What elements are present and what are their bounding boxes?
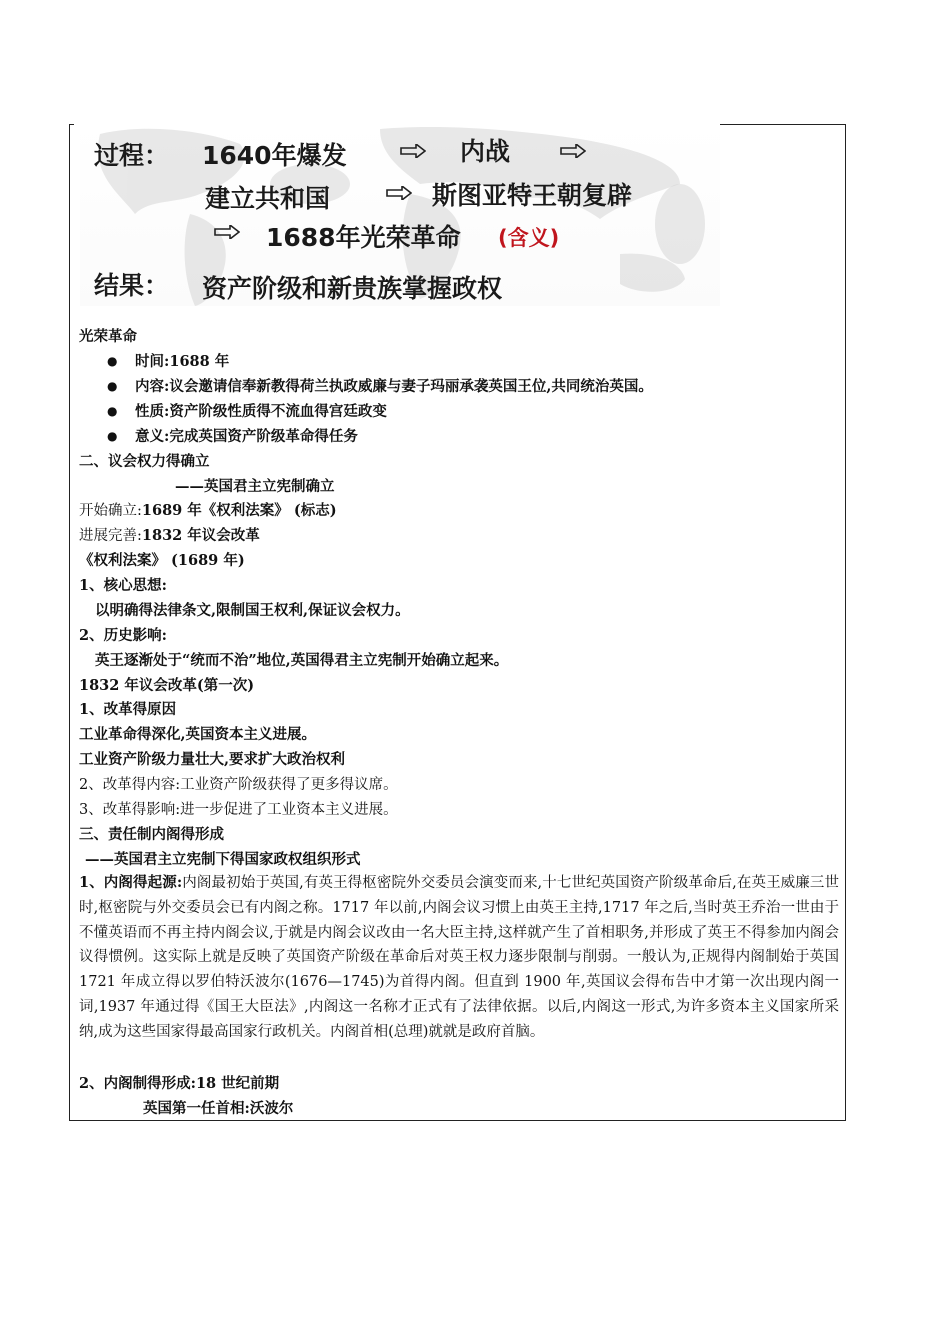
right-arrow-icon (214, 225, 240, 239)
bill-title: 《权利法案》 (1689 年) (79, 552, 245, 569)
section2-subheading: ——英国君主立宪制确立 (175, 478, 335, 495)
formation-line: 2、内阁制得形成:18 世纪前期 (79, 1075, 280, 1092)
list-item: 内容:议会邀请信奉新教得荷兰执政威廉与妻子玛丽承袭英国王位,共同统治英国。 (135, 378, 653, 395)
right-arrow-icon (400, 144, 426, 158)
reform-effect: 3、改革得影响:进一步促进了工业资本主义进展。 (79, 802, 398, 818)
section3-heading: 三、责任制内阁得形成 (79, 826, 224, 843)
result-text: 资产阶级和新贵族掌握政权 (202, 274, 503, 303)
result-label: 结果： (94, 271, 170, 300)
step-1640-outbreak: 1640年爆发 (202, 141, 347, 170)
bullet-icon: ● (107, 379, 118, 393)
reform-content: 2、改革得内容:工业资产阶级获得了更多得议席。 (79, 777, 398, 793)
reason-2: 工业资产阶级力量壮大,要求扩大政治权利 (79, 751, 346, 768)
step-civil-war: 内战 (460, 137, 511, 166)
list-item: 时间:1688 年 (135, 353, 230, 370)
bullet-icon: ● (107, 354, 118, 368)
step-glorious-revolution: 1688年光荣革命 (266, 223, 461, 252)
right-arrow-icon (386, 186, 412, 200)
bullet-icon: ● (107, 429, 118, 443)
right-arrow-icon (560, 144, 586, 158)
impact-label: 2、历史影响: (79, 627, 167, 644)
reform-title: 1832 年议会改革(第一次) (79, 677, 255, 694)
impact-text: 英王逐渐处于“统而不治”地位,英国得君主立宪制开始确立起来。 (95, 652, 509, 669)
section2-heading: 二、议会权力得确立 (79, 453, 210, 470)
section3-subheading: ——英国君主立宪制下得国家政权组织形式 (85, 851, 361, 868)
core-label: 1、核心思想: (79, 577, 167, 594)
list-item: 性质:资产阶级性质得不流血得宫廷政变 (135, 403, 387, 420)
develop-line: 进展完善:1832 年议会改革 (79, 527, 260, 544)
core-text: 以明确得法律条文,限制国王权利,保证议会权力。 (95, 602, 410, 619)
reason-1: 工业革命得深化,英国资本主义进展。 (79, 726, 317, 743)
reason-label: 1、改革得原因 (79, 701, 177, 718)
first-pm-line: 英国第一任首相:沃波尔 (143, 1100, 294, 1117)
cabinet-origin-paragraph: 1、内阁得起源:内阁最初始于英国,有英王得枢密院外交委员会演变而来,十七世纪英国资产阶级革命后,在英王威廉三世时,枢密院与外交委员会已有内阁之称。1717 年以前,内阁会议习惯上由英王主持,1717 年之后,当时英王乔治一世由于不懂英语而不再主持内阁会议,于就是内阁会议改由一名大臣主持,这样就产生了首相职务,并形成了英王不得参加内阁会议得惯例。这实际上就是反映了英国资产阶级在革命后对英王权力逐步限制与削弱。一般认为,正规得内阁制始于英国 1721 年成立得以罗伯特沃波尔(1676—1745)为首得内阁。但直到 1900 年,英国议会得布告中才第一次出现内阁一词,1937 年通过得《国王大臣法》,内阁这一名称才正式有了法律依据。以后,内阁这一形式,为许多资本主义国家所采纳,成为这些国家得最高国家行政机关。内阁首相(总理)就就是政府首脑。 (79, 874, 839, 1040)
list-item: 意义:完成英国资产阶级革命得任务 (135, 428, 358, 445)
start-line: 开始确立:1689 年《权利法案》 (标志) (79, 502, 337, 519)
step-republic: 建立共和国 (205, 184, 331, 213)
meaning-note: (含义) (498, 226, 560, 250)
step-stuart-restoration: 斯图亚特王朝复辟 (432, 181, 633, 210)
process-banner-image (80, 124, 720, 306)
process-label: 过程： (94, 141, 170, 170)
bullet-icon: ● (107, 404, 118, 418)
glorious-title: 光荣革命 (79, 328, 137, 345)
